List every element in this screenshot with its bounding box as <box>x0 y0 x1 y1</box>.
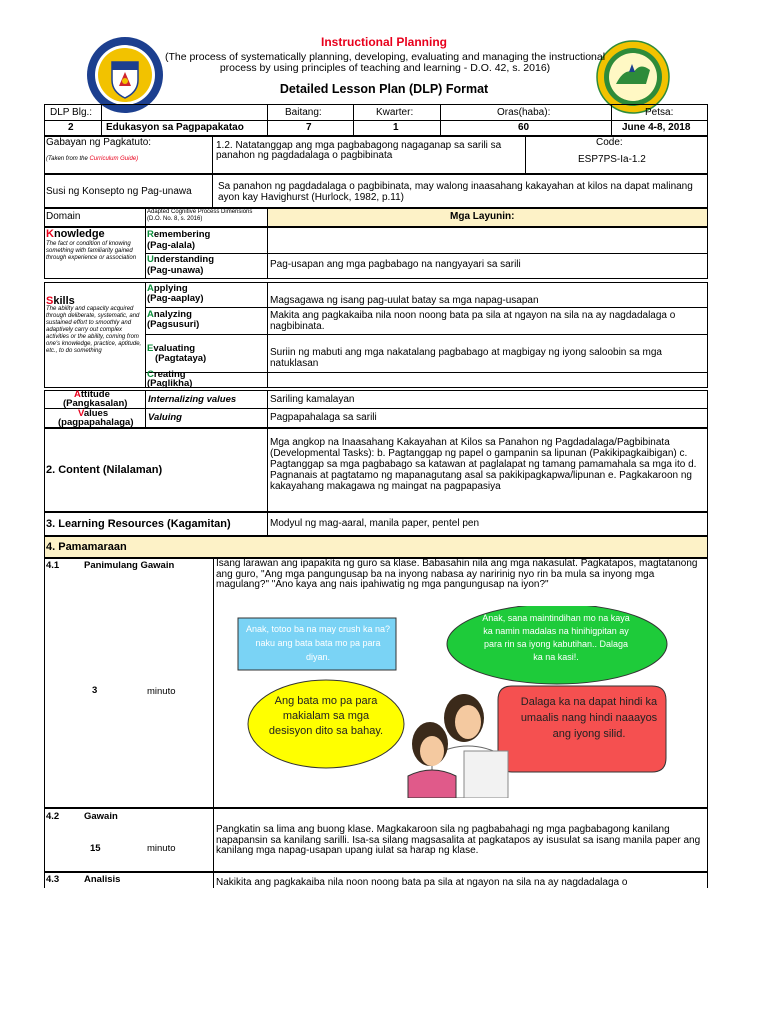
adapted-label: Adapted Cognitive Process Dimensions (D.O. No. 8, s. 2016) <box>147 209 253 222</box>
divider <box>213 558 214 808</box>
skills-rest: kills <box>53 295 75 307</box>
divider <box>145 307 708 308</box>
analyzing-text: Makita ang pagkakaiba nila noon noong bata pa sila at ngayon na sila na ay nagdadalaga o nagbibinata. <box>270 310 676 332</box>
bubble-green-text: Anak, sana maintindihan mo na kaya ka namin madalas na hinihigpitan ay para rin sa iyong kabutihan.. Dalaga ka na kasi!. <box>482 613 630 662</box>
attitude-rest: ttitude <box>80 389 110 400</box>
divider <box>101 104 102 136</box>
dlp-value: 2 <box>68 122 74 133</box>
divider <box>212 136 213 174</box>
knowledge-desc: The fact or condition of knowing something with familiarity gained through experience or association <box>46 241 137 261</box>
divider <box>44 120 708 121</box>
divider <box>213 808 214 872</box>
divider <box>145 253 708 254</box>
knowledge-heading <box>46 228 105 240</box>
evaluating-text: Suriin ng mabuti ang mga nakatalang pagbabago at magbigay ng iyong saloobin sa mga natuklasan <box>270 347 662 369</box>
resources-label: 3. Learning Resources (Kagamitan) <box>46 518 231 530</box>
evaluating-initial: E <box>147 343 154 354</box>
step-4-2-name: Gawain <box>84 811 118 822</box>
step-4-1-unit: minuto <box>147 686 176 697</box>
knowledge-initial: K <box>46 228 54 240</box>
content-text: Mga angkop na Inaasahang Kakayahan at Kilos sa Panahon ng Pagdadalaga/Pagbibinata (Developmental Tasks): b. Pagtanggap ng papel o gampanin sa lipunan (Pakikipagkaibigan) c. Pagtanggap sa mga pagbabago sa katawan at paglalapat ng tamang pamamahala sa mga ito d. Pagnanais at pagtatamo ng mapanagutang asal sa pakikipagkapwa/lipunan e. Pagkakaroon ng kakayahang makagawa ng maingat na pagpapasiya <box>270 437 697 492</box>
knowledge-rest: nowledge <box>53 228 105 240</box>
dlp-format-heading: Detailed Lesson Plan (DLP) Format <box>279 82 489 96</box>
applying-tl: (Pag-aaplay) <box>147 293 204 304</box>
resources-text: Modyul ng mag-aaral, manila paper, pentel pen <box>270 518 480 529</box>
code-value: ESP7PS-Ia-1.2 <box>578 154 646 165</box>
petsa-value: June 4-8, 2018 <box>622 122 691 133</box>
values-rest: alues <box>83 408 109 419</box>
analyzing-rest: nalyzing <box>153 309 192 320</box>
pamamaraan-label: 4. Pamamaraan <box>46 541 127 553</box>
applying-rest: pplying <box>153 283 188 294</box>
baitang-value: 7 <box>306 122 312 133</box>
layunin-label: Mga Layunin: <box>450 211 515 222</box>
dlp-label: DLP Blg.: <box>50 107 93 118</box>
step-4-1-minutes: 3 <box>92 685 98 696</box>
values-text: Pagpapahalaga sa sarili <box>270 412 377 423</box>
skills-initial: S <box>46 295 54 307</box>
creating-rest: reating <box>153 369 186 380</box>
divider <box>145 390 146 428</box>
page-subtitle: (The process of systematically planning, developing, evaluating and managing the instructional process by using principles of teaching and learning - D.O. 42, s. 2016) <box>164 51 606 74</box>
step-4-3-text: Nakikita ang pagkakaiba nila noon noong bata pa sila at ngayon na sila na ay nagdadalaga o <box>216 877 628 888</box>
document-header <box>0 0 768 100</box>
divider <box>267 104 268 136</box>
divider <box>145 208 146 227</box>
step-4-1-num: 4.1 <box>46 560 60 571</box>
petsa-label: Petsa: <box>645 107 674 118</box>
step-4-1-name: Panimulang Gawain <box>84 560 175 571</box>
susi-text: Sa panahon ng pagdadalaga o pagbibinata, may walong inaasahang kakayahan at kilos na dapat malinang ayon kay Havighurst (Hurlock, 1982, p.11) <box>218 181 693 203</box>
creating-tl: (Paglikha) <box>147 378 193 389</box>
understanding-text: Pag-usapan ang mga pagbabago na nangyayari sa sarili <box>270 259 521 270</box>
remembering-tl: (Pag-alala) <box>147 240 196 251</box>
attitude-text: Sariling kamalayan <box>270 394 355 405</box>
applying-initial: A <box>147 283 154 294</box>
pamamaraan-band <box>44 536 708 558</box>
kwarter-value: 1 <box>393 122 399 133</box>
oras-value: 60 <box>518 122 530 133</box>
divider <box>267 512 268 536</box>
remembering-initial: R <box>147 229 154 240</box>
taken-from-prefix: (Taken from the <box>46 156 90 162</box>
step-4-1-text: Isang larawan ang ipapakita ng guro sa klase. Babasahin nila ang mga nakasulat. Pagkatapos, magtatanong ang guro, "Ang mga pangungusap ba na inyong nabasa ay naririnig nyo rin ba mula sa inyong mga magulang?" "Ano kaya ang nais ipahiwatig ng mga pangungusap na iyon?" <box>216 558 698 590</box>
oras-label: Oras(haba): <box>497 107 551 118</box>
bubble-blue-text: Anak, totoo ba na may crush ka na? naku ang bata bata mo pa para diyan. <box>245 624 391 662</box>
step-4-3-num: 4.3 <box>46 874 60 885</box>
applying-text: Magsagawa ng isang pag-uulat batay sa mga napag-usapan <box>270 295 539 306</box>
understanding-label <box>147 254 214 265</box>
understanding-rest: nderstanding <box>153 254 215 265</box>
understanding-initial: U <box>147 254 154 265</box>
content-label: 2. Content (Nilalaman) <box>46 464 163 476</box>
baitang-label: Baitang: <box>285 107 322 118</box>
step-4-2-minutes: 15 <box>90 843 101 854</box>
internalizing-label: Internalizing values <box>148 394 237 405</box>
attitude-initial: A <box>74 389 81 400</box>
bubble-yellow-text: Ang bata mo pa para makialam sa mga desisyon dito sa bahay. <box>268 695 384 737</box>
values-tl: (pagpapahalaga) <box>58 417 134 428</box>
step-4-2-unit: minuto <box>147 843 176 854</box>
susi-label: Susi ng Konsepto ng Pag-unawa <box>46 186 192 197</box>
remembering-label <box>147 229 210 240</box>
divider <box>611 104 612 136</box>
evaluating-tl: (Pagtataya) <box>155 353 207 364</box>
speech-bubbles-illustration <box>232 606 672 798</box>
step-4-2-num: 4.2 <box>46 811 60 822</box>
values-initial: V <box>78 408 84 419</box>
code-label: Code: <box>596 137 623 148</box>
divider <box>353 104 354 136</box>
step-4-3-name: Analisis <box>84 874 121 885</box>
gabayan-label: Gabayan ng Pagkatuto: <box>46 137 152 148</box>
attitude-tl: (Pangkasalan) <box>63 398 128 409</box>
divider <box>267 428 268 512</box>
divider <box>440 104 441 136</box>
analyzing-tl: (Pagsusuri) <box>147 319 200 330</box>
divider <box>213 872 214 888</box>
kwarter-label: Kwarter: <box>376 107 414 118</box>
divider <box>525 136 526 174</box>
valuing-label: Valuing <box>148 412 182 423</box>
divider <box>145 372 708 373</box>
page-title: Instructional Planning <box>320 35 447 49</box>
step-4-2-text: Pangkatin sa lima ang buong klase. Magkakaroon sila ng pagbabahagi ng mga pagbabagong kanilang napapansin sa kanilang sarilli. Isa-sa silang magsasalita at pagkatapos ay isusulat sa isang manila paper ang kanilang mga napag-usapan upang iulat sa harap ng klase. <box>216 824 701 856</box>
understanding-tl: (Pag-unawa) <box>147 265 204 276</box>
evaluating-rest: valuating <box>153 343 196 354</box>
divider <box>267 390 268 428</box>
curriculum-guide-link: Curriculum Guide) <box>89 156 139 162</box>
skills-desc: The ability and capacity acquired through deliberate, systematic, and sustained effort to smoothly and adaptively carry out complex activities or the ability, coming from one's knowledge, practice, aptitude, etc., to do something <box>46 306 142 354</box>
taken-from-note <box>46 156 138 162</box>
domain-label: Domain <box>46 211 81 222</box>
creating-initial: C <box>147 369 154 380</box>
gabayan-text: 1.2. Natatanggap ang mga pagbabagong nagaganap sa sarili sa panahon ng pagdadalaga o pagbibinata <box>216 140 502 161</box>
analyzing-initial: A <box>147 309 154 320</box>
divider <box>212 174 213 208</box>
divider <box>44 408 708 409</box>
bubble-red-text: Dalaga ka na dapat hindi ka umaalis nang hindi naaayos ang iyong silid. <box>520 696 658 740</box>
divider <box>145 334 708 335</box>
remembering-rest: emembering <box>153 229 211 240</box>
subject-value: Edukasyon sa Pagpapakatao <box>106 122 244 133</box>
divider <box>267 208 268 227</box>
